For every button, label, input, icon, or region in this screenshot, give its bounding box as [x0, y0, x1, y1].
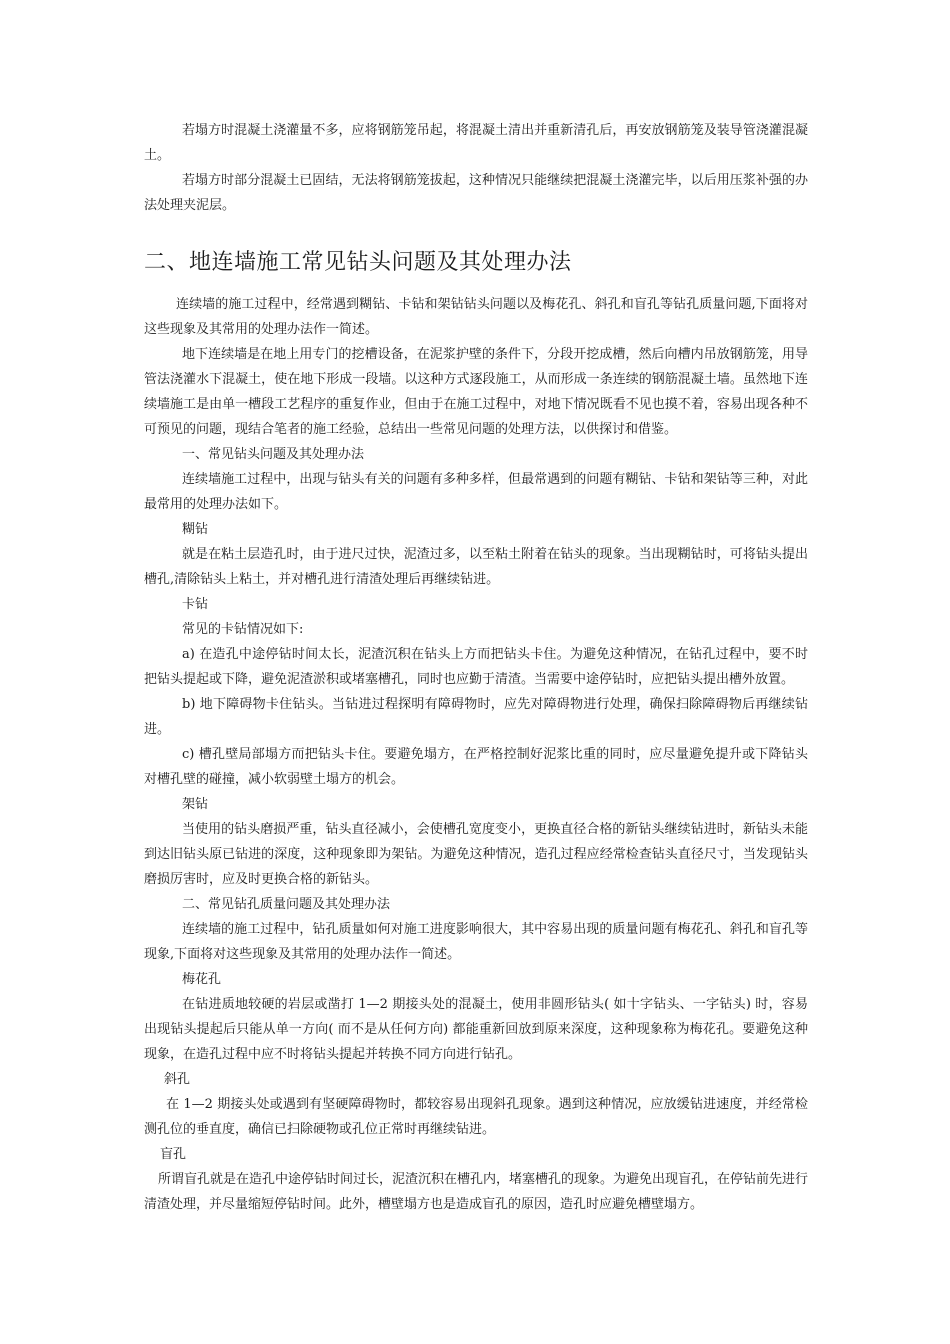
- jia-zuan-heading: 架钻: [182, 797, 209, 812]
- intro-paragraph-1: 若塌方时混凝土浇灌量不多，应将钢筋笼吊起，将混凝土清出并重新清孔后，再安放钢筋笼及装导管浇灌混凝土。: [144, 123, 808, 163]
- document-page: [144, 118, 808, 1217]
- xie-kong-heading: 斜孔: [164, 1072, 191, 1087]
- mei-hua-kong-text: 在钻进质地较硬的岩层或凿打 1—2 期接头处的混凝土，使用非圆形钻头( 如十字钻头、一字钻头) 时，容易出现钻头提起后只能从单一方向( 而不是从任何方向) 都能重新回放到原来深度，这种现象称为梅花孔。要避免这种现象，在造孔过程中应不时将钻头提起并转换不同方向进行钻孔。: [144, 997, 808, 1062]
- part2-intro: 连续墙的施工过程中，钻孔质量如何对施工进度影响很大，其中容易出现的质量问题有梅花孔、斜孔和盲孔等现象,下面将对这些现象及其常用的处理办法作一简述。: [144, 922, 808, 962]
- xie-kong-text: 在 1—2 期接头处或遇到有坚硬障碍物时，都较容易出现斜孔现象。遇到这种情况，应放缓钻进速度，并经常检测孔位的垂直度，确信已扫除硬物或孔位正常时再继续钻进。: [144, 1097, 808, 1137]
- hu-zuan-text: 就是在粘土层造孔时，由于进尺过快，泥渣过多，以至粘土附着在钻头的现象。当出现糊钻时，可将钻头提出槽孔,清除钻头上粘土，并对槽孔进行清渣处理后再继续钻进。: [144, 547, 808, 587]
- hu-zuan-heading: 糊钻: [182, 522, 209, 537]
- ka-zuan-item-b: b) 地下障碍物卡住钻头。当钻进过程探明有障碍物时，应先对障碍物进行处理，确保扫除障碍物后再继续钻进。: [144, 697, 808, 737]
- mei-hua-kong-heading: 梅花孔: [182, 972, 222, 987]
- intro-paragraph-2: 若塌方时部分混凝土已固结，无法将钢筋笼拔起，这种情况只能继续把混凝土浇灌完毕，以后用压浆补强的办法处理夹泥层。: [144, 173, 808, 213]
- mang-kong-heading: 盲孔: [160, 1147, 187, 1162]
- ka-zuan-item-c: c) 槽孔壁局部塌方而把钻头卡住。要避免塌方，在严格控制好泥浆比重的同时，应尽量避免提升或下降钻头对槽孔壁的碰撞，减小软弱壁土塌方的机会。: [144, 747, 808, 787]
- jia-zuan-text: 当使用的钻头磨损严重，钻头直径减小，会使槽孔宽度变小，更换直径合格的新钻头继续钻进时，新钻头未能到达旧钻头原已钻进的深度，这种现象即为架钻。为避免这种情况，造孔过程应经常检查钻头直径尺寸，当发现钻头磨损厉害时，应及时更换合格的新钻头。: [144, 822, 808, 887]
- mang-kong-text: 所谓盲孔就是在造孔中途停钻时间过长，泥渣沉积在槽孔内，堵塞槽孔的现象。为避免出现盲孔，在停钻前先进行清渣处理，并尽量缩短停钻时间。此外，槽壁塌方也是造成盲孔的原因，造孔时应避免槽壁塌方。: [144, 1172, 809, 1212]
- part1-intro: 连续墙施工过程中，出现与钻头有关的问题有多种多样，但最常遇到的问题有糊钻、卡钻和架钻等三种，对此最常用的处理办法如下。: [144, 472, 808, 512]
- section-heading: 二、地连墙施工常见钻头问题及其处理办法: [144, 250, 572, 275]
- ka-zuan-intro: 常见的卡钻情况如下:: [182, 622, 304, 637]
- section-paragraph-1: 连续墙的施工过程中，经常遇到糊钻、卡钻和架钻钻头问题以及梅花孔、斜孔和盲孔等钻孔质量问题,下面将对这些现象及其常用的处理办法作一简述。: [144, 297, 808, 337]
- part2-heading: 二、常见钻孔质量问题及其处理办法: [182, 897, 391, 912]
- ka-zuan-heading: 卡钻: [182, 597, 209, 612]
- ka-zuan-item-a: a) 在造孔中途停钻时间太长，泥渣沉积在钻头上方而把钻头卡住。为避免这种情况，在钻孔过程中，要不时把钻头提起或下降，避免泥渣淤积或堵塞槽孔，同时也应勤于清渣。当需要中途停钻时，应把钻头提出槽外放置。: [144, 647, 808, 687]
- section-paragraph-2: 地下连续墙是在地上用专门的挖槽设备，在泥浆护壁的条件下，分段开挖成槽，然后向槽内吊放钢筋笼，用导管法浇灌水下混凝土，使在地下形成一段墙。以这种方式逐段施工，从而形成一条连续的钢筋混凝土墙。虽然地下连续墙施工是由单一槽段工艺程序的重复作业，但由于在施工过程中，对地下情况既看不见也摸不着，容易出现各种不可预见的问题，现结合笔者的施工经验，总结出一些常见问题的处理方法，以供探讨和借鉴。: [144, 347, 808, 437]
- part1-heading: 一、常见钻头问题及其处理办法: [182, 447, 365, 462]
